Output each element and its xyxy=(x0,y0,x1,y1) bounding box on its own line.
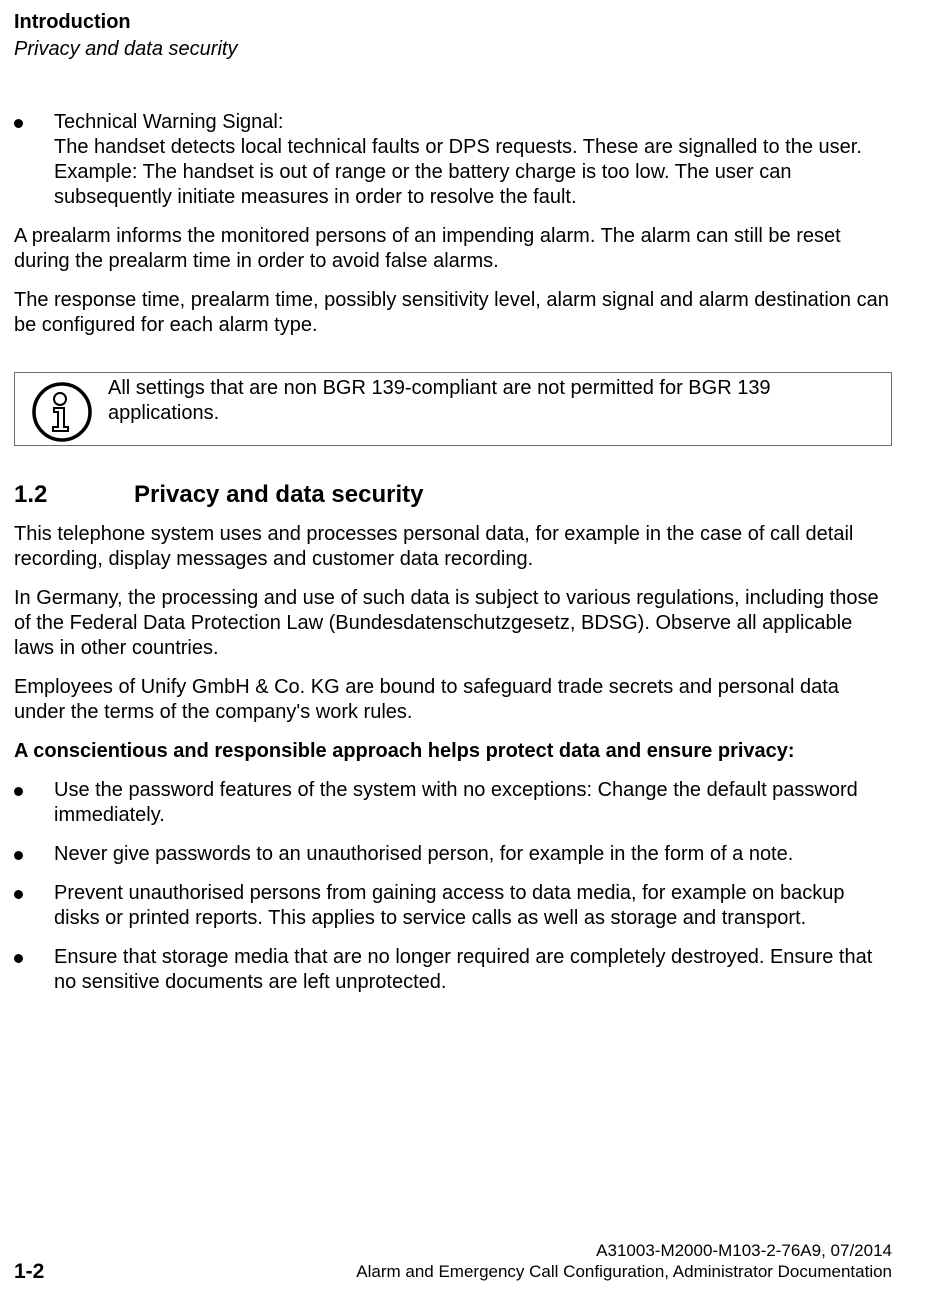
page-content xyxy=(14,110,892,1009)
bullet-line: subsequently initiate measures in order to resolve the fault. xyxy=(54,186,577,208)
running-header-title: Introduction xyxy=(14,11,131,33)
note-text: All settings that are non BGR 139-compliant are not permitted for BGR 139 applications. xyxy=(108,377,771,424)
list-item-text: Ensure that storage media that are no longer required are completely destroyed. Ensure that no sensitive documents are left unprotected. xyxy=(54,946,873,993)
paragraph-prealarm: A prealarm informs the monitored persons of an impending alarm. The alarm can still be reset during the prealarm time in order to avoid false alarms. xyxy=(14,225,841,272)
bullet-dot xyxy=(14,787,23,796)
bullet-dot xyxy=(14,851,23,860)
list-item-text: Use the password features of the system with no exceptions: Change the default password immediately. xyxy=(54,779,858,826)
bullet-dot xyxy=(14,119,23,128)
note-box xyxy=(14,372,892,446)
paragraph-employees: Employees of Unify GmbH & Co. KG are bound to safeguard trade secrets and personal data under the terms of the company's work rules. xyxy=(14,676,839,723)
paragraph-response-time: The response time, prealarm time, possibly sensitivity level, alarm signal and alarm destination can be configured for each alarm type. xyxy=(14,289,889,336)
list-item xyxy=(14,945,892,995)
section-number: 1.2 xyxy=(14,481,48,508)
section-heading xyxy=(14,480,892,510)
page-number: 1-2 xyxy=(14,1260,45,1283)
footer-doc-id: A31003-M2000-M103-2-76A9, 07/2014 xyxy=(596,1241,892,1260)
bullet-dot xyxy=(14,890,23,899)
list-item-text: Prevent unauthorised persons from gaining access to data media, for example on backup disks or printed reports. This applies to service calls as well as storage and transport. xyxy=(54,882,845,929)
paragraph-germany-regulations: In Germany, the processing and use of such data is subject to various regulations, including those of the Federal Data Protection Law (Bundesdatenschutzgesetz, BDSG). Observe all applicable laws in other countries. xyxy=(14,587,879,659)
document-page xyxy=(14,0,892,1295)
list-item xyxy=(14,881,892,931)
section-title: Privacy and data security xyxy=(134,481,424,508)
bullet-dot xyxy=(14,954,23,963)
warning-signal-bullet xyxy=(14,110,892,210)
bullet-line: Example: The handset is out of range or the battery charge is too low. The user can xyxy=(54,161,792,183)
footer-doc-info xyxy=(356,1240,892,1282)
bullet-line: The handset detects local technical faults or DPS requests. These are signalled to the user. xyxy=(54,136,862,158)
paragraph-personal-data: This telephone system uses and processes personal data, for example in the case of call detail recording, display messages and customer data recording. xyxy=(14,523,854,570)
info-icon xyxy=(31,381,93,443)
footer-doc-title: Alarm and Emergency Call Configuration, Administrator Documentation xyxy=(356,1262,892,1281)
running-header-subtitle: Privacy and data security xyxy=(14,38,238,60)
list-item-text: Never give passwords to an unauthorised person, for example in the form of a note. xyxy=(54,843,794,865)
list-item xyxy=(14,778,892,828)
list-item xyxy=(14,842,892,867)
bullet-line: Technical Warning Signal: xyxy=(54,111,284,133)
bold-statement: A conscientious and responsible approach helps protect data and ensure privacy: xyxy=(14,740,795,762)
